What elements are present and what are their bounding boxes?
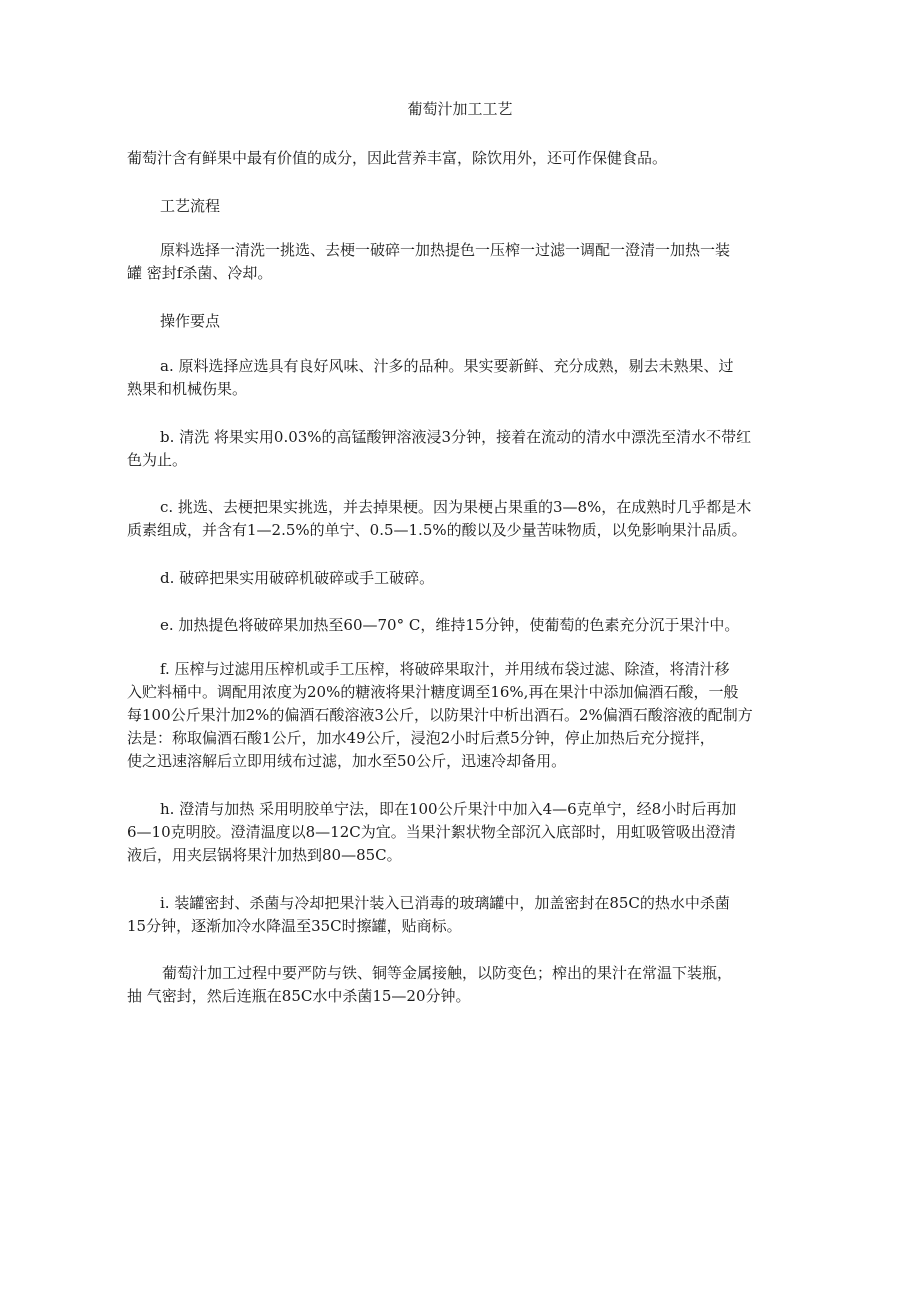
text-line: 葡萄汁含有鲜果中最有价值的成分，因此营养丰富，除饮用外，还可作保健食品。 [127,149,668,167]
text-line: h. 澄清与加热 采用明胶单宁法，即在100公斤果汁中加入4—6克单宁，经8小时后再加 [160,800,737,818]
intro-paragraph [127,147,807,170]
step-i-paragraph [127,892,807,938]
text-line: 原料选择一清洗一挑选、去梗一破碎一加热提色一压榨一过滤一调配一澄清一加热一装 [160,241,731,259]
text-line: c. 挑选、去梗把果实挑选，并去掉果梗。因为果梗占果重的3—8%，在成熟时几乎都是木 [160,498,752,516]
step-h-paragraph [127,798,807,867]
text-line: 使之迅速溶解后立即用绒布过滤，加水至50公斤，迅速冷却备用。 [127,752,567,770]
text-line: 熟果和机械伤果。 [127,380,248,398]
text-line: 抽 气密封，然后连瓶在85C水中杀菌15—20分钟。 [127,987,471,1005]
text-line: i. 装罐密封、杀菌与冷却把果汁装入已消毒的玻璃罐中，加盖密封在85C的热水中杀菌 [160,894,730,912]
text-line: e. 加热提色将破碎果加热至60—70° C，维持15分钟，使葡萄的色素充分沉于果汁中。 [160,616,740,634]
text-line: 15分钟，逐渐加冷水降温至35C时擦罐，贴商标。 [127,917,462,935]
text-line: 操作要点 [160,312,221,330]
text-line: b. 清洗 将果实用0.03%的高锰酸钾溶液浸3分钟，接着在流动的清水中漂洗至清水不带红 [160,428,752,446]
text-line: d. 破碎把果实用破碎机破碎或手工破碎。 [160,569,435,587]
step-c-paragraph [127,496,807,542]
text-line: 入贮料桶中。调配用浓度为20%的糖液将果汁糖度调至16%,再在果汁中添加偏酒石酸，一般 [127,683,739,701]
process-flow-paragraph [127,239,807,285]
step-a-paragraph [127,355,807,401]
step-d-paragraph [127,567,807,590]
process-heading [127,195,807,218]
text-line: 工艺流程 [160,197,221,215]
document-title: 葡萄汁加工工艺 [407,100,513,118]
text-line: 罐 密封f杀菌、冷却。 [127,264,273,282]
closing-paragraph [127,962,807,1008]
text-line: 色为止。 [127,451,188,469]
operations-heading [127,310,807,333]
text-line: 每100公斤果汁加2%的偏酒石酸溶液3公斤，以防果汁中析出酒石。2%偏酒石酸溶液的配制方 [127,706,753,724]
step-e-paragraph [127,614,807,637]
step-b-paragraph [127,426,807,472]
step-f-paragraph [127,658,807,773]
text-line: 葡萄汁加工过程中要严防与铁、铜等金属接触，以防变色；榨出的果汁在常温下装瓶， [162,964,733,982]
text-line: 法是：称取偏酒石酸1公斤，加水49公斤，浸泡2小时后煮5分钟，停止加热后充分搅拌， [127,729,715,747]
text-line: 液后，用夹层锅将果汁加热到80—85C。 [127,846,402,864]
text-line: f. 压榨与过滤用压榨机或手工压榨，将破碎果取汁，并用绒布袋过滤、除渣，将清汁移 [160,660,730,678]
text-line: 质素组成，并含有1—2.5%的单宁、0.5—1.5%的酸以及少量苦味物质，以免影响果汁品质。 [127,521,747,539]
text-line: a. 原料选择应选具有良好风味、汁多的品种。果实要新鲜、充分成熟，剔去未熟果、过 [160,357,734,375]
text-line: 6—10克明胶。澄清温度以8—12C为宜。当果汁絮状物全部沉入底部时，用虹吸管吸出澄清 [127,823,736,841]
